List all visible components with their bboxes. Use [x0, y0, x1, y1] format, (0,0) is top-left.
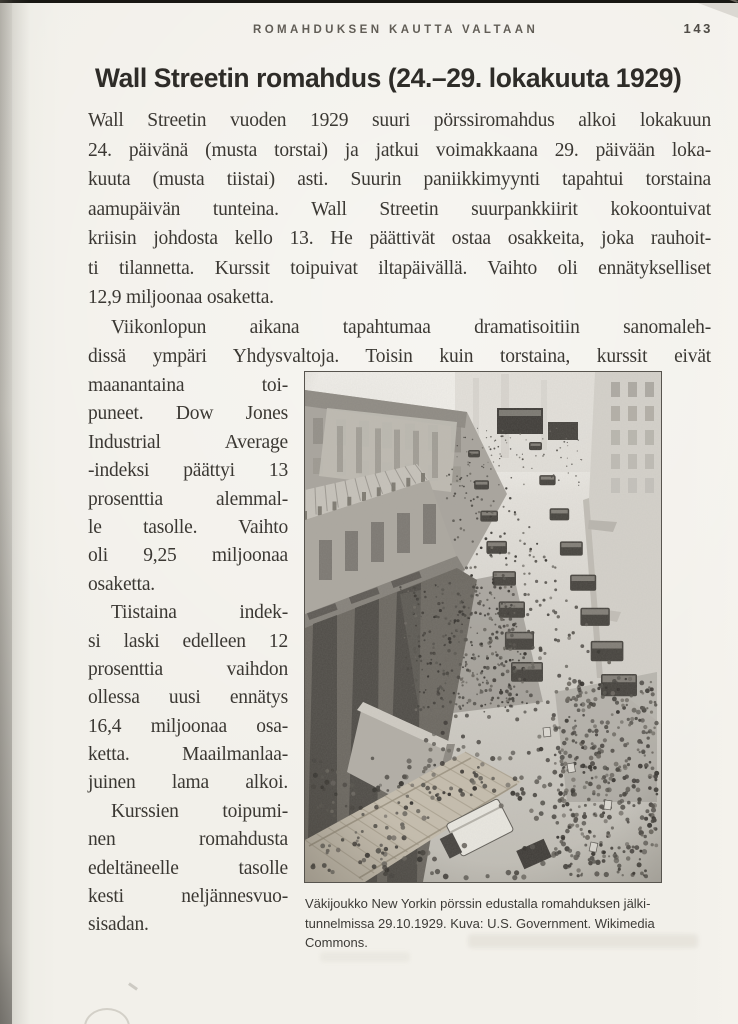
text-line: Viikonlopun aikana tapahtumaa dramatisoitiin sanomaleh- [111, 316, 711, 338]
text-line: nen romahdusta [88, 829, 288, 851]
scan-smudge [128, 982, 138, 990]
section-heading: Wall Streetin romahdus (24.–29. lokakuuta 1929) [95, 63, 682, 93]
text-line: kriisin johdosta kello 13. He päättivät ostaa osakkeita, joka rauhoit- [88, 228, 711, 250]
book-gutter-shadow-lower [0, 0, 12, 1024]
text-line: Tiistaina indek- [111, 602, 288, 624]
text-line: Wall Streetin vuoden 1929 suuri pörssiromahdus alkoi lokakuun [88, 110, 711, 131]
text-line: edeltäneelle tasolle [88, 857, 288, 879]
text-line: 24. päivänä (musta torstai) ja jatkui voimakkaana 29. päivään loka- [88, 139, 711, 161]
text-line: Industrial Average [88, 431, 288, 453]
photo-vignette [305, 372, 661, 882]
text-line: oli 9,25 miljoonaa [88, 545, 288, 567]
text-line: sisadan. [88, 914, 149, 936]
book-gutter-shadow [0, 0, 30, 1024]
running-title: ROMAHDUKSEN KAUTTA VALTAAN [253, 24, 539, 36]
text-line: si laski edelleen 12 [88, 630, 288, 652]
text-line: osaketta. [88, 573, 155, 595]
text-line: Kurssien toipumi- [111, 800, 288, 822]
text-line: kesti neljännesvuo- [88, 886, 288, 908]
text-line: prosenttia vaihdon [88, 658, 288, 680]
text-line: Commons. [305, 935, 368, 951]
text-line: puneet. Dow Jones [88, 403, 288, 425]
text-line: ti tilannetta. Kurssit toipuivat iltapäivällä. Vaihto oli ennätykselliset [88, 257, 711, 279]
text-line: aamupäivän tunteina. Wall Streetin suurpankkiirit kokoontuivat [88, 198, 711, 220]
page-number: 143 [683, 21, 713, 36]
page-corner-fold [698, 3, 738, 18]
body-text-column [88, 372, 288, 940]
scan-top-edge [0, 0, 738, 3]
ink-bleed-artifact-2 [320, 952, 410, 962]
text-line: kuuta (musta tiistai) asti. Suurin paniikkimyynti tapahtui torstaina [88, 169, 711, 191]
text-line: -indeksi päättyi 13 [88, 460, 288, 482]
figure-photo [305, 372, 661, 882]
text-line: 16,4 miljoonaa osa- [88, 715, 288, 737]
text-line: ketta. Maailmanlaa- [88, 744, 288, 766]
body-paragraphs [88, 106, 711, 372]
text-line: Väkijoukko New Yorkin pörssin edustalla romahduksen jälki- [305, 896, 651, 911]
text-line: prosenttia alemmal- [88, 488, 288, 510]
scan-ring-artifact [84, 1008, 130, 1024]
text-line: tunnelmissa 29.10.1929. Kuva: U.S. Government. Wikimedia [305, 915, 655, 931]
ink-bleed-artifact [468, 934, 698, 948]
text-line: le tasolle. Vaihto [88, 516, 288, 538]
text-line: ollessa uusi ennätys [88, 687, 288, 709]
text-line: dissä ympäri Yhdysvaltoja. Toisin kuin torstaina, kurssit eivät [88, 346, 711, 368]
text-line: 12,9 miljoonaa osaketta. [88, 287, 274, 309]
text-line: maanantaina toi- [88, 375, 288, 396]
text-line: juinen lama alkoi. [88, 772, 288, 794]
wall-street-crowd-photo [305, 372, 661, 882]
